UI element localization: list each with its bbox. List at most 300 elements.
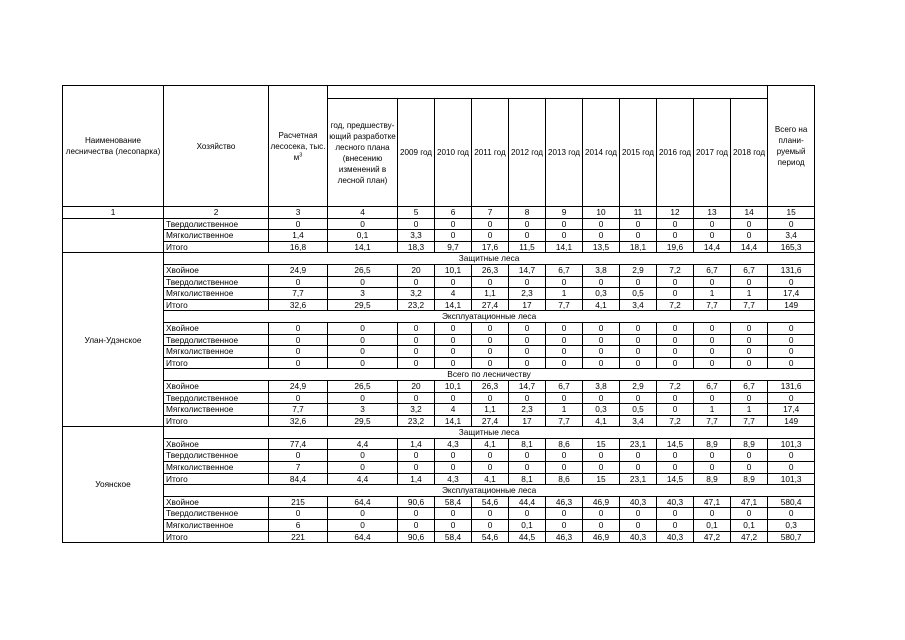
header-forestry: Наименование лесничества (лесопарка) bbox=[63, 86, 164, 207]
farm-type-cell: Твердолиственное bbox=[164, 334, 269, 346]
table-row bbox=[63, 299, 815, 311]
value-cell: 13,5 bbox=[583, 241, 620, 253]
value-cell: 84,4 bbox=[269, 473, 328, 485]
value-cell: 0 bbox=[731, 276, 768, 288]
column-number: 14 bbox=[731, 207, 768, 219]
value-cell: 0 bbox=[398, 520, 435, 532]
value-cell: 0 bbox=[546, 322, 583, 334]
value-cell: 0 bbox=[768, 357, 815, 369]
value-cell: 2,3 bbox=[509, 404, 546, 416]
value-cell: 0 bbox=[435, 520, 472, 532]
value-cell: 0 bbox=[546, 450, 583, 462]
value-cell: 16,8 bbox=[269, 241, 328, 253]
value-cell: 0 bbox=[472, 230, 509, 242]
header-year: 2016 год bbox=[657, 99, 694, 207]
value-cell: 0 bbox=[768, 334, 815, 346]
value-cell: 0 bbox=[657, 230, 694, 242]
column-number: 3 bbox=[269, 207, 328, 219]
value-cell: 221 bbox=[269, 531, 328, 543]
value-cell: 3,8 bbox=[583, 264, 620, 276]
value-cell: 4,4 bbox=[328, 473, 398, 485]
value-cell: 8,6 bbox=[546, 473, 583, 485]
value-cell: 0 bbox=[398, 334, 435, 346]
value-cell: 0 bbox=[768, 462, 815, 474]
value-cell: 0 bbox=[731, 392, 768, 404]
value-cell: 29,5 bbox=[328, 299, 398, 311]
value-cell: 0 bbox=[435, 334, 472, 346]
value-cell: 0 bbox=[620, 462, 657, 474]
value-cell: 0 bbox=[768, 508, 815, 520]
column-number: 6 bbox=[435, 207, 472, 219]
value-cell: 0 bbox=[398, 276, 435, 288]
column-number: 4 bbox=[328, 207, 398, 219]
value-cell: 10,1 bbox=[435, 380, 472, 392]
value-cell: 0,5 bbox=[620, 288, 657, 300]
farm-type-cell: Мягколиственное bbox=[164, 346, 269, 358]
value-cell: 0 bbox=[731, 230, 768, 242]
value-cell: 0 bbox=[731, 357, 768, 369]
header-top-row bbox=[63, 86, 815, 99]
value-cell: 6,7 bbox=[546, 264, 583, 276]
value-cell: 20 bbox=[398, 380, 435, 392]
value-cell: 14,7 bbox=[509, 264, 546, 276]
value-cell: 0 bbox=[472, 508, 509, 520]
value-cell: 0 bbox=[398, 462, 435, 474]
farm-type-cell: Твердолиственное bbox=[164, 450, 269, 462]
column-number: 2 bbox=[164, 207, 269, 219]
table-row bbox=[63, 438, 815, 450]
value-cell: 215 bbox=[269, 496, 328, 508]
value-cell: 0 bbox=[546, 276, 583, 288]
value-cell: 0 bbox=[694, 392, 731, 404]
value-cell: 0 bbox=[694, 450, 731, 462]
unit-superscript: 3 bbox=[299, 151, 303, 158]
table-row bbox=[63, 404, 815, 416]
value-cell: 17 bbox=[509, 415, 546, 427]
value-cell: 0 bbox=[546, 462, 583, 474]
value-cell: 11,5 bbox=[509, 241, 546, 253]
value-cell: 6 bbox=[269, 520, 328, 532]
value-cell: 8,1 bbox=[509, 473, 546, 485]
table-row bbox=[63, 496, 815, 508]
value-cell: 0 bbox=[328, 450, 398, 462]
column-numbers-row bbox=[63, 207, 815, 219]
value-cell: 27,4 bbox=[472, 415, 509, 427]
value-cell: 4,1 bbox=[472, 438, 509, 450]
value-cell: 3 bbox=[328, 404, 398, 416]
value-cell: 0 bbox=[768, 322, 815, 334]
value-cell: 46,9 bbox=[583, 531, 620, 543]
value-cell: 7,2 bbox=[657, 415, 694, 427]
value-cell: 0 bbox=[509, 276, 546, 288]
value-cell: 7,7 bbox=[694, 299, 731, 311]
value-cell: 0 bbox=[509, 392, 546, 404]
value-cell: 0 bbox=[583, 276, 620, 288]
table-row bbox=[63, 531, 815, 543]
farm-type-cell: Мягколиственное bbox=[164, 520, 269, 532]
value-cell: 0 bbox=[269, 276, 328, 288]
value-cell: 0 bbox=[731, 450, 768, 462]
value-cell: 0 bbox=[328, 508, 398, 520]
table-row bbox=[63, 462, 815, 474]
value-cell: 23,1 bbox=[620, 438, 657, 450]
value-cell: 149 bbox=[768, 415, 815, 427]
value-cell: 0 bbox=[620, 230, 657, 242]
value-cell: 0 bbox=[583, 230, 620, 242]
value-cell: 6,7 bbox=[731, 264, 768, 276]
value-cell: 19,6 bbox=[657, 241, 694, 253]
value-cell: 0 bbox=[328, 334, 398, 346]
value-cell: 0,1 bbox=[328, 230, 398, 242]
table-row bbox=[63, 276, 815, 288]
value-cell: 29,5 bbox=[328, 415, 398, 427]
value-cell: 0 bbox=[269, 450, 328, 462]
value-cell: 0 bbox=[546, 392, 583, 404]
value-cell: 14,1 bbox=[435, 415, 472, 427]
value-cell: 0 bbox=[546, 357, 583, 369]
value-cell: 0 bbox=[657, 322, 694, 334]
value-cell: 14,5 bbox=[657, 473, 694, 485]
farm-type-cell: Итого bbox=[164, 415, 269, 427]
value-cell: 0 bbox=[328, 462, 398, 474]
value-cell: 0 bbox=[657, 462, 694, 474]
value-cell: 0 bbox=[435, 276, 472, 288]
section-title: Защитные леса bbox=[164, 253, 815, 265]
value-cell: 0 bbox=[398, 218, 435, 230]
value-cell: 0 bbox=[546, 218, 583, 230]
value-cell: 0 bbox=[731, 346, 768, 358]
value-cell: 0 bbox=[472, 346, 509, 358]
value-cell: 0 bbox=[509, 462, 546, 474]
farm-type-cell: Твердолиственное bbox=[164, 508, 269, 520]
table-row bbox=[63, 357, 815, 369]
value-cell: 0 bbox=[731, 462, 768, 474]
value-cell: 0 bbox=[472, 218, 509, 230]
value-cell: 4,1 bbox=[583, 415, 620, 427]
value-cell: 0 bbox=[620, 357, 657, 369]
value-cell: 1 bbox=[694, 288, 731, 300]
harvest-table bbox=[62, 85, 815, 543]
value-cell: 0 bbox=[583, 322, 620, 334]
value-cell: 10,1 bbox=[435, 264, 472, 276]
value-cell: 580,4 bbox=[768, 496, 815, 508]
value-cell: 8,9 bbox=[731, 438, 768, 450]
table-row bbox=[63, 288, 815, 300]
value-cell: 0 bbox=[269, 357, 328, 369]
section-title: Защитные леса bbox=[164, 427, 815, 439]
value-cell: 24,9 bbox=[269, 380, 328, 392]
section-header-row bbox=[63, 485, 815, 497]
value-cell: 0 bbox=[472, 462, 509, 474]
value-cell: 14,1 bbox=[546, 241, 583, 253]
value-cell: 0 bbox=[731, 322, 768, 334]
value-cell: 7,7 bbox=[731, 299, 768, 311]
value-cell: 0 bbox=[694, 230, 731, 242]
value-cell: 0 bbox=[328, 346, 398, 358]
table-row bbox=[63, 450, 815, 462]
value-cell: 7,7 bbox=[546, 415, 583, 427]
table-row bbox=[63, 264, 815, 276]
forestry-name-cell-empty bbox=[63, 218, 164, 253]
value-cell: 58,4 bbox=[435, 531, 472, 543]
value-cell: 7,7 bbox=[546, 299, 583, 311]
value-cell: 26,5 bbox=[328, 380, 398, 392]
header-year: 2018 год bbox=[731, 99, 768, 207]
value-cell: 7,7 bbox=[731, 415, 768, 427]
value-cell: 0 bbox=[694, 508, 731, 520]
value-cell: 0 bbox=[694, 462, 731, 474]
value-cell: 20 bbox=[398, 264, 435, 276]
value-cell: 32,6 bbox=[269, 415, 328, 427]
value-cell: 40,3 bbox=[620, 496, 657, 508]
value-cell: 0 bbox=[583, 218, 620, 230]
value-cell: 0 bbox=[269, 322, 328, 334]
value-cell: 0 bbox=[509, 230, 546, 242]
value-cell: 0 bbox=[694, 218, 731, 230]
value-cell: 131,6 bbox=[768, 264, 815, 276]
value-cell: 8,9 bbox=[694, 438, 731, 450]
value-cell: 0 bbox=[657, 450, 694, 462]
value-cell: 18,1 bbox=[620, 241, 657, 253]
value-cell: 0 bbox=[620, 218, 657, 230]
value-cell: 0 bbox=[583, 346, 620, 358]
value-cell: 0 bbox=[583, 462, 620, 474]
value-cell: 26,3 bbox=[472, 264, 509, 276]
value-cell: 4 bbox=[435, 404, 472, 416]
value-cell: 46,3 bbox=[546, 531, 583, 543]
value-cell: 6,7 bbox=[731, 380, 768, 392]
value-cell: 14,7 bbox=[509, 380, 546, 392]
value-cell: 0 bbox=[435, 230, 472, 242]
table-body bbox=[63, 218, 815, 543]
value-cell: 0,3 bbox=[583, 404, 620, 416]
value-cell: 0 bbox=[269, 218, 328, 230]
value-cell: 90,6 bbox=[398, 531, 435, 543]
table-row bbox=[63, 334, 815, 346]
value-cell: 8,6 bbox=[546, 438, 583, 450]
value-cell: 46,3 bbox=[546, 496, 583, 508]
value-cell: 0,1 bbox=[509, 520, 546, 532]
header-top-blank bbox=[328, 86, 768, 99]
value-cell: 1,1 bbox=[472, 288, 509, 300]
value-cell: 0 bbox=[435, 392, 472, 404]
header-year: 2015 год bbox=[620, 99, 657, 207]
value-cell: 32,6 bbox=[269, 299, 328, 311]
value-cell: 3 bbox=[328, 288, 398, 300]
value-cell: 47,2 bbox=[731, 531, 768, 543]
value-cell: 0 bbox=[694, 357, 731, 369]
column-number: 9 bbox=[546, 207, 583, 219]
value-cell: 17,6 bbox=[472, 241, 509, 253]
value-cell: 0 bbox=[768, 276, 815, 288]
value-cell: 1 bbox=[546, 288, 583, 300]
section-header-row bbox=[63, 369, 815, 381]
value-cell: 0 bbox=[546, 508, 583, 520]
value-cell: 1,4 bbox=[398, 438, 435, 450]
value-cell: 1 bbox=[731, 404, 768, 416]
value-cell: 24,9 bbox=[269, 264, 328, 276]
section-header-row bbox=[63, 427, 815, 439]
value-cell: 0 bbox=[768, 346, 815, 358]
value-cell: 0 bbox=[731, 334, 768, 346]
value-cell: 0 bbox=[328, 357, 398, 369]
table-row bbox=[63, 415, 815, 427]
value-cell: 26,3 bbox=[472, 380, 509, 392]
value-cell: 54,6 bbox=[472, 496, 509, 508]
value-cell: 0 bbox=[472, 392, 509, 404]
value-cell: 0 bbox=[583, 520, 620, 532]
value-cell: 8,9 bbox=[694, 473, 731, 485]
table-row bbox=[63, 322, 815, 334]
column-number: 8 bbox=[509, 207, 546, 219]
value-cell: 0 bbox=[546, 520, 583, 532]
value-cell: 8,9 bbox=[731, 473, 768, 485]
value-cell: 0 bbox=[472, 450, 509, 462]
value-cell: 0 bbox=[657, 276, 694, 288]
value-cell: 0,3 bbox=[583, 288, 620, 300]
value-cell: 7,2 bbox=[657, 299, 694, 311]
value-cell: 27,4 bbox=[472, 299, 509, 311]
value-cell: 3,4 bbox=[620, 299, 657, 311]
value-cell: 23,2 bbox=[398, 415, 435, 427]
farm-type-cell: Мягколиственное bbox=[164, 404, 269, 416]
farm-type-cell: Хвойное bbox=[164, 496, 269, 508]
value-cell: 0 bbox=[472, 357, 509, 369]
value-cell: 2,9 bbox=[620, 264, 657, 276]
value-cell: 0 bbox=[546, 230, 583, 242]
value-cell: 131,6 bbox=[768, 380, 815, 392]
header-year: 2012 год bbox=[509, 99, 546, 207]
value-cell: 14,4 bbox=[694, 241, 731, 253]
value-cell: 40,3 bbox=[620, 531, 657, 543]
header-year: 2009 год bbox=[398, 99, 435, 207]
value-cell: 14,1 bbox=[328, 241, 398, 253]
value-cell: 0 bbox=[328, 276, 398, 288]
value-cell: 4 bbox=[435, 288, 472, 300]
farm-type-cell: Итого bbox=[164, 473, 269, 485]
value-cell: 0 bbox=[768, 392, 815, 404]
value-cell: 14,4 bbox=[731, 241, 768, 253]
value-cell: 15 bbox=[583, 438, 620, 450]
value-cell: 0 bbox=[620, 334, 657, 346]
farm-type-cell: Мягколиственное bbox=[164, 288, 269, 300]
value-cell: 0 bbox=[398, 322, 435, 334]
value-cell: 7,7 bbox=[269, 288, 328, 300]
forest-harvest-table-page bbox=[62, 85, 812, 543]
column-number: 11 bbox=[620, 207, 657, 219]
column-number: 5 bbox=[398, 207, 435, 219]
value-cell: 0 bbox=[583, 357, 620, 369]
value-cell: 0,1 bbox=[731, 520, 768, 532]
value-cell: 0 bbox=[657, 357, 694, 369]
value-cell: 165,3 bbox=[768, 241, 815, 253]
section-title: Всего по лесничеству bbox=[164, 369, 815, 381]
value-cell: 0 bbox=[546, 334, 583, 346]
farm-type-cell: Мягколиственное bbox=[164, 462, 269, 474]
value-cell: 0 bbox=[269, 334, 328, 346]
value-cell: 0 bbox=[328, 520, 398, 532]
column-number: 12 bbox=[657, 207, 694, 219]
value-cell: 7,2 bbox=[657, 264, 694, 276]
table-row bbox=[63, 392, 815, 404]
value-cell: 3,4 bbox=[620, 415, 657, 427]
value-cell: 0 bbox=[269, 346, 328, 358]
value-cell: 0 bbox=[620, 450, 657, 462]
farm-type-cell: Твердолиственное bbox=[164, 276, 269, 288]
value-cell: 101,3 bbox=[768, 438, 815, 450]
value-cell: 0 bbox=[328, 392, 398, 404]
value-cell: 1 bbox=[731, 288, 768, 300]
value-cell: 0 bbox=[546, 346, 583, 358]
farm-type-cell: Мягколиственное bbox=[164, 230, 269, 242]
value-cell: 46,9 bbox=[583, 496, 620, 508]
value-cell: 3,3 bbox=[398, 230, 435, 242]
value-cell: 0 bbox=[657, 508, 694, 520]
value-cell: 0 bbox=[435, 346, 472, 358]
value-cell: 0 bbox=[509, 322, 546, 334]
value-cell: 0 bbox=[657, 392, 694, 404]
table-row bbox=[63, 473, 815, 485]
value-cell: 0 bbox=[694, 346, 731, 358]
value-cell: 26,5 bbox=[328, 264, 398, 276]
value-cell: 77,4 bbox=[269, 438, 328, 450]
value-cell: 0 bbox=[269, 508, 328, 520]
value-cell: 0 bbox=[657, 218, 694, 230]
header-year: 2013 год bbox=[546, 99, 583, 207]
forestry-name-cell: Улан-Удэнское bbox=[63, 253, 164, 427]
value-cell: 0 bbox=[583, 450, 620, 462]
value-cell: 0 bbox=[435, 450, 472, 462]
value-cell: 14,5 bbox=[657, 438, 694, 450]
value-cell: 47,1 bbox=[731, 496, 768, 508]
value-cell: 0 bbox=[657, 334, 694, 346]
value-cell: 0 bbox=[398, 508, 435, 520]
column-number: 1 bbox=[63, 207, 164, 219]
value-cell: 0 bbox=[620, 392, 657, 404]
value-cell: 6,7 bbox=[694, 380, 731, 392]
value-cell: 18,3 bbox=[398, 241, 435, 253]
farm-type-cell: Итого bbox=[164, 531, 269, 543]
farm-type-cell: Итого bbox=[164, 299, 269, 311]
value-cell: 0 bbox=[694, 276, 731, 288]
value-cell: 2,3 bbox=[509, 288, 546, 300]
column-number: 13 bbox=[694, 207, 731, 219]
value-cell: 9,7 bbox=[435, 241, 472, 253]
value-cell: 0 bbox=[657, 404, 694, 416]
value-cell: 6,7 bbox=[546, 380, 583, 392]
value-cell: 40,3 bbox=[657, 496, 694, 508]
farm-type-cell: Итого bbox=[164, 357, 269, 369]
value-cell: 0 bbox=[472, 322, 509, 334]
value-cell: 17,4 bbox=[768, 288, 815, 300]
table-row bbox=[63, 241, 815, 253]
header-allowable-cut: Расчетная лесосека, тыс. $м^3$ bbox=[269, 86, 328, 207]
value-cell: 0 bbox=[435, 357, 472, 369]
value-cell: 44,4 bbox=[509, 496, 546, 508]
value-cell: 4,3 bbox=[435, 473, 472, 485]
value-cell: 4,1 bbox=[583, 299, 620, 311]
value-cell: 0 bbox=[657, 288, 694, 300]
value-cell: 0 bbox=[694, 322, 731, 334]
value-cell: 0 bbox=[472, 520, 509, 532]
value-cell: 7,2 bbox=[657, 380, 694, 392]
value-cell: 0 bbox=[435, 508, 472, 520]
table-row bbox=[63, 520, 815, 532]
value-cell: 40,3 bbox=[657, 531, 694, 543]
value-cell: 3,8 bbox=[583, 380, 620, 392]
section-header-row bbox=[63, 253, 815, 265]
value-cell: 0 bbox=[768, 218, 815, 230]
